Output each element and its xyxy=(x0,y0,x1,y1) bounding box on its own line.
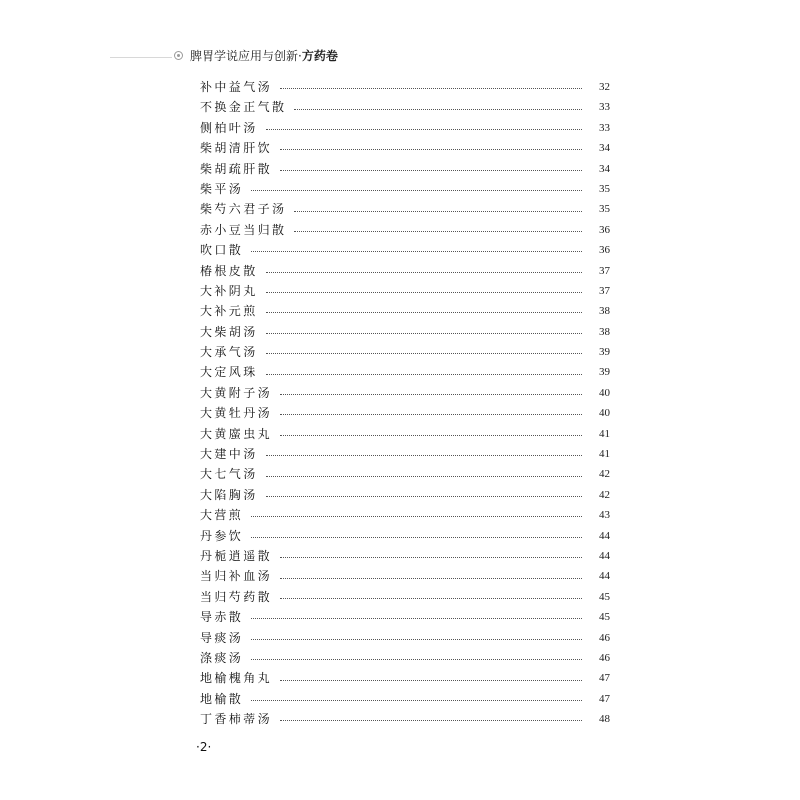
toc-entry-page: 34 xyxy=(599,142,610,155)
toc-entry[interactable] xyxy=(200,628,610,648)
toc-entry-page: 33 xyxy=(599,101,610,114)
toc-entry-page: 39 xyxy=(599,366,610,379)
header-ornament-icon xyxy=(174,51,183,60)
dot-leader xyxy=(294,210,582,212)
toc-entry-page: 47 xyxy=(599,672,610,685)
toc-entry[interactable] xyxy=(200,526,610,546)
toc-entry-page: 44 xyxy=(599,549,610,562)
dot-leader xyxy=(266,495,582,497)
toc-entry-title: 导赤散 xyxy=(200,610,244,625)
toc-entry-page: 45 xyxy=(599,611,610,624)
dot-leader xyxy=(251,189,582,191)
toc-entry-page: 44 xyxy=(599,529,610,542)
toc-entry[interactable] xyxy=(200,424,610,444)
toc-entry-page: 35 xyxy=(599,182,610,195)
toc-entry-title: 大定风珠 xyxy=(200,365,258,380)
toc-entry-page: 34 xyxy=(599,162,610,175)
toc-entry-title: 柴平汤 xyxy=(200,181,244,196)
toc-entry-page: 47 xyxy=(599,692,610,705)
toc-entry-page: 38 xyxy=(599,325,610,338)
volume-title: 方药卷 xyxy=(301,49,338,63)
toc-entry[interactable] xyxy=(200,444,610,464)
toc-entry-page: 37 xyxy=(599,284,610,297)
toc-entry[interactable] xyxy=(200,77,610,97)
toc-entry[interactable] xyxy=(200,220,610,240)
dot-leader xyxy=(251,658,582,660)
toc-entry[interactable] xyxy=(200,505,610,525)
title-separator: · xyxy=(298,49,302,63)
toc-entry[interactable] xyxy=(200,566,610,586)
dot-leader xyxy=(251,638,582,640)
table-of-contents xyxy=(200,77,610,730)
header-rule xyxy=(110,57,172,58)
toc-entry-page: 36 xyxy=(599,223,610,236)
toc-entry-title: 柴胡清肝饮 xyxy=(200,141,273,156)
dot-leader xyxy=(266,454,582,456)
dot-leader xyxy=(251,250,582,252)
toc-entry-title: 柴芍六君子汤 xyxy=(200,202,287,217)
toc-entry-title: 赤小豆当归散 xyxy=(200,222,287,237)
dot-leader xyxy=(266,332,582,334)
toc-entry[interactable] xyxy=(200,342,610,362)
toc-entry[interactable] xyxy=(200,159,610,179)
dot-leader xyxy=(251,536,582,538)
toc-entry[interactable] xyxy=(200,689,610,709)
toc-entry-page: 33 xyxy=(599,121,610,134)
toc-entry-page: 45 xyxy=(599,590,610,603)
toc-entry-page: 40 xyxy=(599,407,610,420)
toc-entry-page: 43 xyxy=(599,509,610,522)
toc-entry-title: 丁香柿蒂汤 xyxy=(200,712,273,727)
dot-leader xyxy=(251,699,582,701)
page-number: ·2· xyxy=(196,740,212,754)
toc-entry-page: 38 xyxy=(599,305,610,318)
toc-entry[interactable] xyxy=(200,322,610,342)
toc-entry-title: 不换金正气散 xyxy=(200,100,287,115)
toc-entry-page: 46 xyxy=(599,651,610,664)
toc-entry-title: 吹口散 xyxy=(200,243,244,258)
toc-entry[interactable] xyxy=(200,587,610,607)
dot-leader xyxy=(280,169,582,171)
toc-entry-page: 48 xyxy=(599,713,610,726)
toc-entry-page: 41 xyxy=(599,448,610,461)
toc-entry-page: 42 xyxy=(599,488,610,501)
toc-entry-title: 大黄䗪虫丸 xyxy=(200,426,273,441)
toc-entry-title: 大营煎 xyxy=(200,508,244,523)
dot-leader xyxy=(294,230,582,232)
dot-leader xyxy=(294,108,582,110)
toc-entry-page: 32 xyxy=(599,81,610,93)
toc-entry-page: 37 xyxy=(599,264,610,277)
toc-entry[interactable] xyxy=(200,301,610,321)
dot-leader xyxy=(266,128,582,130)
toc-entry-title: 当归芍药散 xyxy=(200,589,273,604)
toc-entry[interactable] xyxy=(200,281,610,301)
toc-entry[interactable] xyxy=(200,199,610,219)
book-title: 脾胃学说应用与创新 xyxy=(190,49,299,63)
toc-entry-page: 35 xyxy=(599,203,610,216)
toc-entry-title: 柴胡疏肝散 xyxy=(200,161,273,176)
dot-leader xyxy=(280,577,582,579)
toc-entry-page: 44 xyxy=(599,570,610,583)
toc-entry-title: 大黄附子汤 xyxy=(200,385,273,400)
toc-entry-title: 大七气汤 xyxy=(200,467,258,482)
toc-entry-title: 大补阴丸 xyxy=(200,283,258,298)
toc-entry-title: 地榆散 xyxy=(200,691,244,706)
toc-entry-title: 导痰汤 xyxy=(200,630,244,645)
toc-entry[interactable] xyxy=(200,485,610,505)
toc-entry-title: 大补元煎 xyxy=(200,304,258,319)
toc-entry-title: 侧柏叶汤 xyxy=(200,120,258,135)
toc-entry-page: 46 xyxy=(599,631,610,644)
toc-entry-title: 大建中汤 xyxy=(200,447,258,462)
header-title xyxy=(190,48,338,64)
toc-entry-title: 当归补血汤 xyxy=(200,569,273,584)
dot-leader xyxy=(280,597,582,599)
dot-leader xyxy=(280,679,582,681)
running-header xyxy=(110,48,630,68)
toc-entry-title: 大柴胡汤 xyxy=(200,324,258,339)
dot-leader xyxy=(251,617,582,619)
dot-leader xyxy=(280,413,582,415)
toc-entry[interactable] xyxy=(200,97,610,117)
dot-leader xyxy=(266,291,582,293)
dot-leader xyxy=(280,719,582,721)
toc-entry[interactable] xyxy=(200,179,610,199)
toc-entry-page: 36 xyxy=(599,244,610,257)
toc-entry[interactable] xyxy=(200,709,610,729)
toc-entry-page: 41 xyxy=(599,427,610,440)
toc-entry[interactable] xyxy=(200,383,610,403)
dot-leader xyxy=(266,373,582,375)
toc-entry-title: 大承气汤 xyxy=(200,345,258,360)
dot-leader xyxy=(266,352,582,354)
dot-leader xyxy=(280,148,582,150)
toc-entry[interactable] xyxy=(200,464,610,484)
toc-entry[interactable] xyxy=(200,118,610,138)
toc-entry-page: 39 xyxy=(599,346,610,359)
dot-leader xyxy=(266,311,582,313)
toc-entry-title: 丹参饮 xyxy=(200,528,244,543)
dot-leader xyxy=(280,434,582,436)
toc-entry-title: 大黄牡丹汤 xyxy=(200,406,273,421)
dot-leader xyxy=(280,87,582,89)
toc-entry[interactable] xyxy=(200,138,610,158)
toc-entry-title: 补中益气汤 xyxy=(200,80,273,94)
toc-entry-title: 椿根皮散 xyxy=(200,263,258,278)
toc-entry[interactable] xyxy=(200,362,610,382)
toc-entry-page: 42 xyxy=(599,468,610,481)
toc-entry[interactable] xyxy=(200,668,610,688)
toc-entry[interactable] xyxy=(200,546,610,566)
dot-leader xyxy=(280,556,582,558)
toc-entry[interactable] xyxy=(200,403,610,423)
toc-entry[interactable] xyxy=(200,261,610,281)
toc-entry[interactable] xyxy=(200,648,610,668)
toc-entry[interactable] xyxy=(200,607,610,627)
toc-entry-title: 丹栀逍遥散 xyxy=(200,548,273,563)
dot-leader xyxy=(251,515,582,517)
toc-entry-title: 大陷胸汤 xyxy=(200,487,258,502)
toc-entry-title: 地榆槐角丸 xyxy=(200,671,273,686)
toc-entry[interactable] xyxy=(200,240,610,260)
dot-leader xyxy=(280,393,582,395)
toc-entry-title: 涤痰汤 xyxy=(200,650,244,665)
dot-leader xyxy=(266,475,582,477)
dot-leader xyxy=(266,271,582,273)
toc-entry-page: 40 xyxy=(599,386,610,399)
